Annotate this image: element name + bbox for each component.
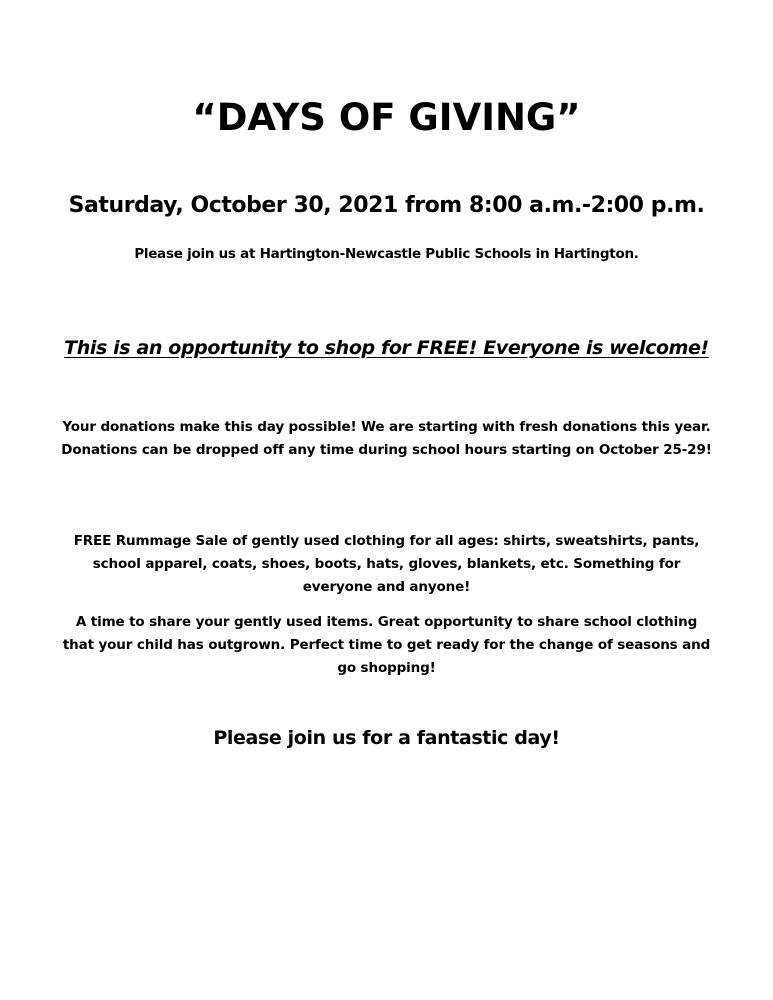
share-items-paragraph: A time to share your gently used items. Great opportunity to share school clothing that your child has outgrown. Perfect time to get ready for the change of seasons and go shopping! xyxy=(62,614,711,676)
rummage-sale-paragraph: FREE Rummage Sale of gently used clothing for all ages: shirts, sweatshirts, pants, school apparel, coats, shoes, boots, hats, gloves, blankets, etc. Something for everyone and anyone! xyxy=(73,533,700,595)
donations-paragraph: Your donations make this day possible! We are starting with fresh donations this year. Donations can be dropped off any time during school hours starting on October 25-29! xyxy=(61,419,712,458)
event-date-line: Saturday, October 30, 2021 from 8:00 a.m.-2:00 p.m. xyxy=(68,193,705,218)
free-shopping-tagline: This is an opportunity to shop for FREE! Everyone is welcome! xyxy=(64,337,709,359)
flyer-title: “DAYS OF GIVING” xyxy=(192,96,581,139)
event-location-line: Please join us at Hartington-Newcastle Public Schools in Hartington. xyxy=(134,246,639,262)
closing-invitation: Please join us for a fantastic day! xyxy=(213,727,560,749)
